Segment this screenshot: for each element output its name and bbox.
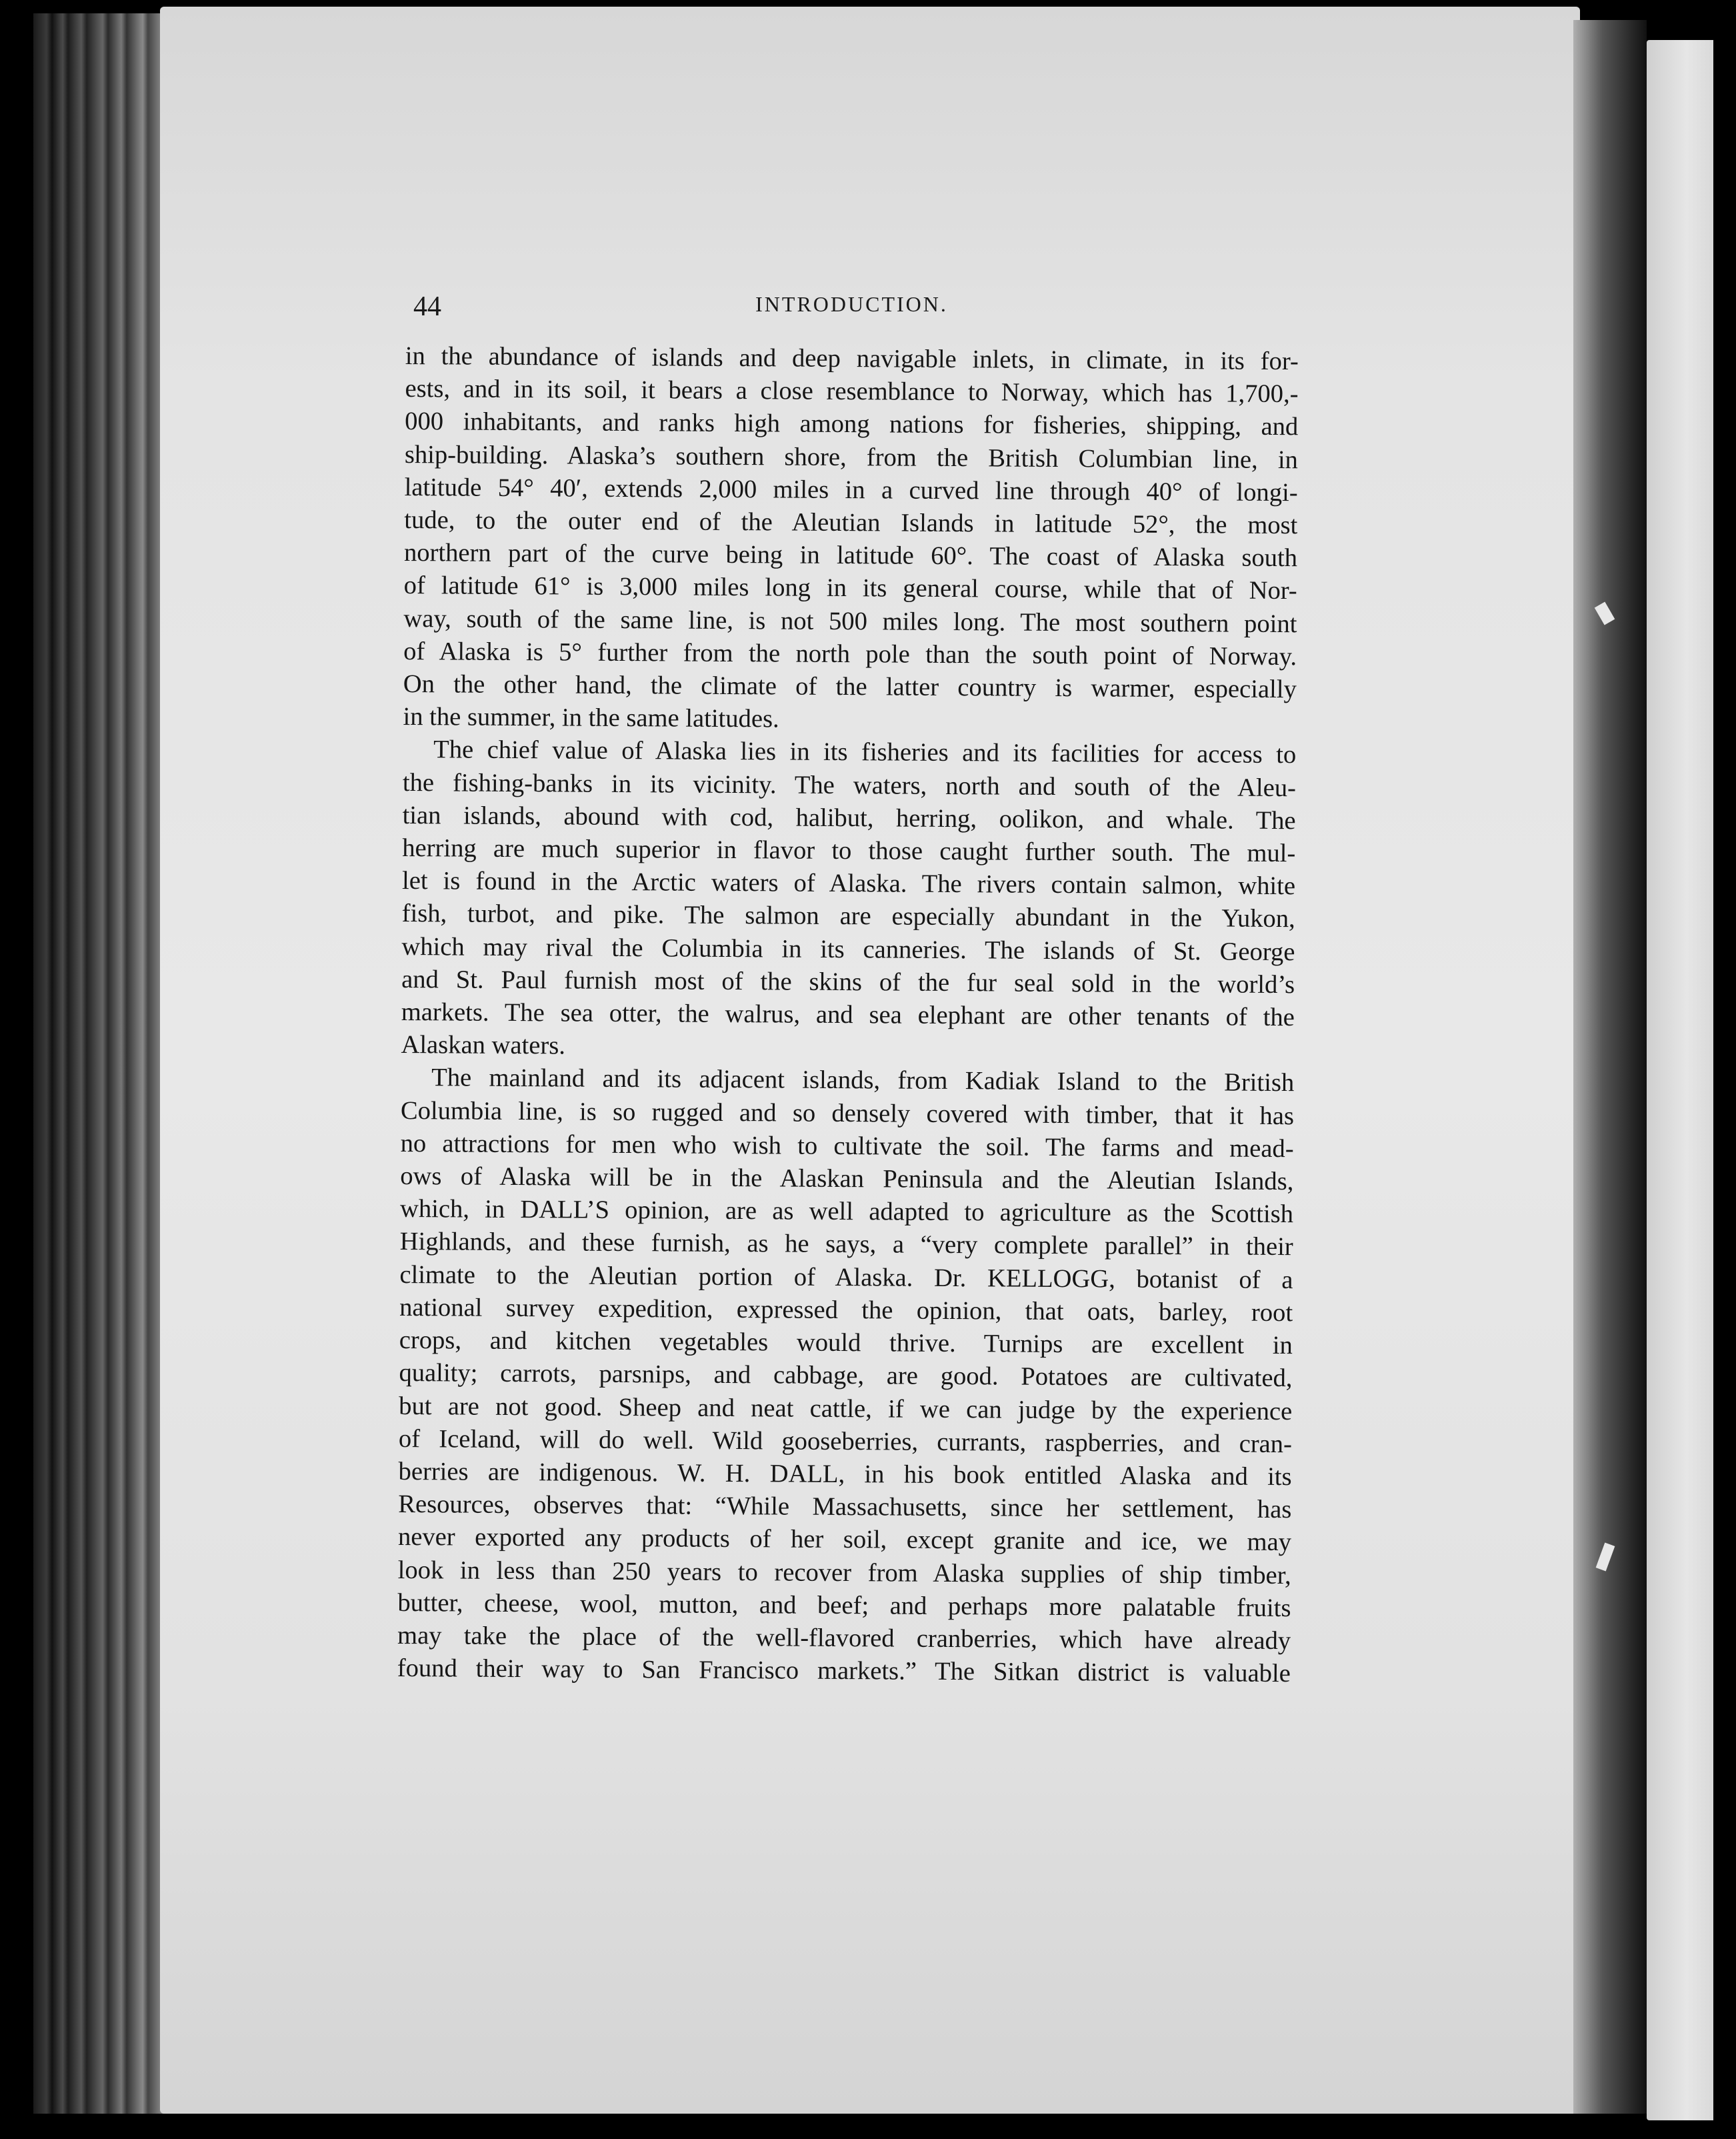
text-line: Alaskan waters. (401, 1031, 566, 1060)
text-line: The mainland and its adjacent islands, from Kadiak Island to the British (431, 1063, 1295, 1098)
text-line: which, in DALL’S opinion, are as well adapted to agriculture as the Scottish (399, 1195, 1294, 1229)
paragraph (401, 733, 1296, 1067)
text-line: On the other hand, the climate of the latter country is warmer, especially (403, 670, 1297, 704)
text-line: latitude 54° 40′, extends 2,000 miles in a curved line through 40° of longi- (404, 473, 1298, 507)
text-line: ship-building. Alaska’s southern shore, from the British Columbian line, in (404, 440, 1299, 474)
text-line: butter, cheese, wool, mutton, and beef; and perhaps more palatable fruits (397, 1588, 1291, 1622)
text-line: the fishing-banks in its vicinity. The waters, north and south of the Aleu- (402, 768, 1297, 802)
text-line: Columbia line, is so rugged and so densely covered with timber, that it has (400, 1096, 1295, 1130)
text-line: markets. The sea otter, the walrus, and sea elephant are other tenants of the (401, 998, 1295, 1032)
text-line: northern part of the curve being in latitude 60°. The coast of Alaska south (403, 539, 1298, 573)
text-line: quality; carrots, parsnips, and cabbage, are good. Potatoes are cultivated, (399, 1359, 1293, 1393)
text-line: The chief value of Alaska lies in its fisheries and its facilities for access to (433, 735, 1297, 769)
text-line: in the summer, in the same latitudes. (403, 703, 779, 733)
text-line: but are not good. Sheep and neat cattle, if we can judge by the experience (399, 1392, 1293, 1426)
text-line: crops, and kitchen vegetables would thrive. Turnips are excellent in (399, 1326, 1293, 1360)
text-line: which may rival the Columbia in its canneries. The islands of St. George (401, 932, 1295, 966)
text-line: berries are indigenous. W. H. DALL, in his book entitled Alaska and its (398, 1457, 1292, 1492)
running-head (413, 291, 1290, 328)
text-line: climate to the Aleutian portion of Alaska. Dr. KELLOGG, botanist of a (399, 1260, 1293, 1294)
text-line: and St. Paul furnish most of the skins of the fur seal sold in the world’s (401, 965, 1295, 999)
paragraph (403, 340, 1299, 739)
text-line: in the abundance of islands and deep navigable inlets, in climate, in its for- (405, 341, 1299, 376)
text-line: ows of Alaska will be in the Alaskan Peninsula and the Aleutian Islands, (400, 1162, 1294, 1196)
book-page-edges (33, 13, 167, 2114)
text-line: of latitude 61° is 3,000 miles long in its general course, while that of Nor- (403, 571, 1297, 605)
facing-page-edge (1647, 40, 1713, 2120)
running-title: INTRODUCTION. (755, 292, 948, 316)
text-line: Highlands, and these furnish, as he says, a “very complete parallel” in their (399, 1228, 1293, 1262)
text-line: Resources, observes that: “While Massachusetts, since her settlement, has (398, 1490, 1292, 1524)
text-line: look in less than 250 years to recover from Alaska supplies of ship timber, (397, 1556, 1291, 1590)
page-number: 44 (413, 291, 441, 322)
text-line: no attractions for men who wish to cultivate the soil. The farms and mead- (400, 1129, 1294, 1164)
paragraph (397, 1061, 1295, 1690)
text-line: let is found in the Arctic waters of Alaska. The rivers contain salmon, white (401, 867, 1296, 901)
text-line: never exported any products of her soil, except granite and ice, we may (397, 1523, 1292, 1557)
text-line: herring are much superior in flavor to those caught further south. The mul- (402, 834, 1296, 868)
text-line: national survey expedition, expressed the opinion, that oats, barley, root (399, 1293, 1293, 1328)
text-line: found their way to San Francisco markets.” The Sitkan district is valuable (397, 1654, 1291, 1688)
text-line: 000 inhabitants, and ranks high among nations for fisheries, shipping, and (405, 407, 1299, 441)
text-line: of Iceland, will do well. Wild gooseberries, currants, raspberries, and cran- (398, 1424, 1293, 1458)
text-line: of Alaska is 5° further from the north pole than the south point of Norway. (403, 637, 1297, 671)
text-line: tian islands, abound with cod, halibut, herring, oolikon, and whale. The (402, 801, 1296, 835)
text-line: may take the place of the well-flavored cranberries, which have already (397, 1621, 1291, 1656)
text-line: fish, turbot, and pike. The salmon are especially abundant in the Yukon, (401, 899, 1295, 933)
page-body (397, 340, 1299, 1690)
text-line: tude, to the outer end of the Aleutian Islands in latitude 52°, the most (404, 506, 1298, 540)
text-line: ests, and in its soil, it bears a close resemblance to Norway, which has 1,700,- (405, 375, 1299, 409)
text-line: way, south of the same line, is not 500 miles long. The most southern point (403, 604, 1297, 638)
book-gutter-shadow (1573, 20, 1647, 2114)
